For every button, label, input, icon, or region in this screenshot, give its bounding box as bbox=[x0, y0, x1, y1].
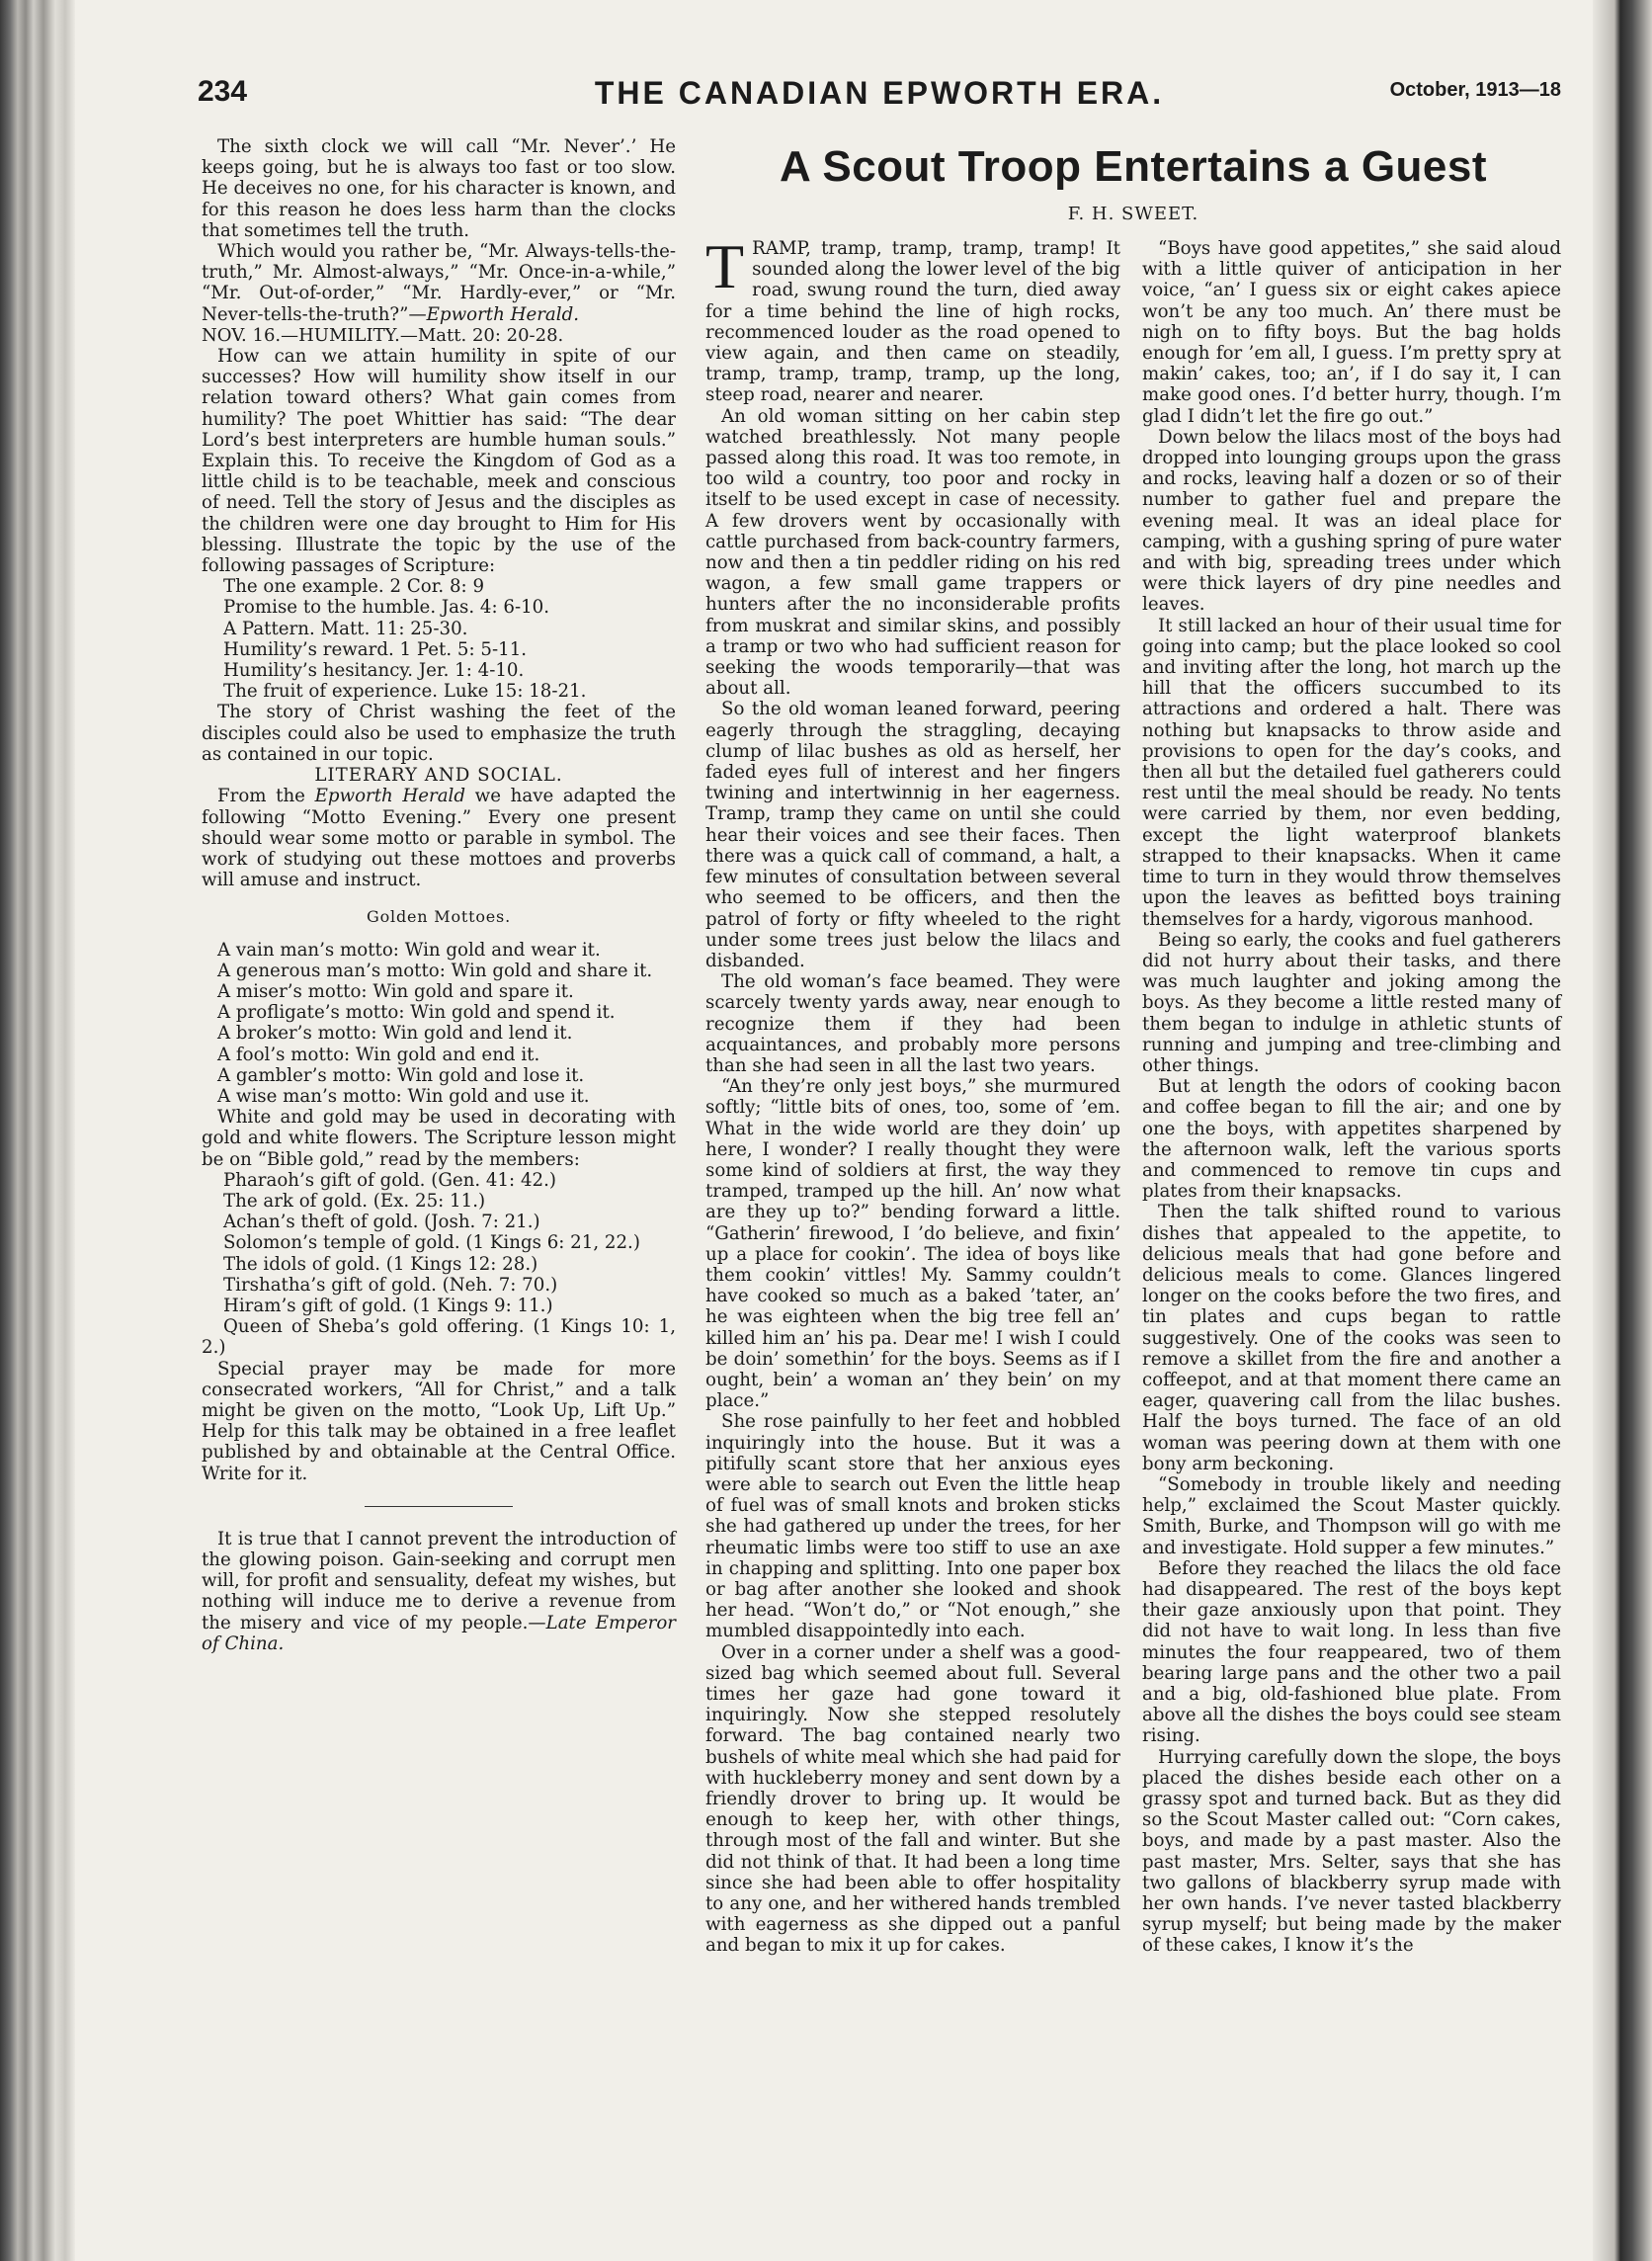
section-divider bbox=[365, 1506, 513, 1507]
article-paragraph: Then the talk shifted round to various dishes that appealed to the appetite, to delicious meals that had gone before and delicious meals to come. Glances lingered longer on the cooks before the two fires, and tin plates and cups began to rattle suggestively. One of the cooks was seen to remove a skillet from the fire and another a coffeepot, and at that moment there came an eager, quavering call from the lilac bushes. Half the boys turned. The face of an old woman was peering down at them with one bony arm beckoning. bbox=[1142, 1202, 1561, 1474]
rather-be-paragraph: Which would you rather be, “Mr. Always-tells-the-truth,” Mr. Almost-always,” “Mr. Once-in-a-while,” “Mr. Out-of-order,” “Mr. Hardly-ever,” or “Mr. Never-tells-the-truth?”—Epworth Herald. bbox=[202, 241, 676, 325]
motto-item: A profligate’s motto: Win gold and spend it. bbox=[217, 1002, 616, 1024]
bible-gold-item: The idols of gold. (1 Kings 12: 28.) bbox=[223, 1253, 538, 1275]
article-paragraph: “An they’re only jest boys,” she murmured softly; “little bits of ones, too, some of ’em. What in the wide world are they doin’ up here, I wonder? I really thought they were some kind of soldiers at first, the way they tramped, tramped up the hill. An’ now what are they up to?” bending forward a little. “Gatherin’ firewood, I ’do believe, and fixin’ up a place for cookin’. The idea of boys like them cookin’ vittles! My. Sammy couldn’t have cooked so much as a baked ’tater, an’ he was eighteen when the big tree fell an’ killed him an’ his pa. Dear me! I wish I could be doin’ somethin’ for the boys. Seems as if I ought, bein’ a woman an’ they bein’ on my place.” bbox=[705, 1076, 1120, 1412]
article-paragraph: Over in a corner under a shelf was a good-sized bag which seemed about full. Several times her gaze had gone toward it inquiringly. Now she stepped resolutely forward. The bag contained nearly two bushels of white meal which she had paid for with huckleberry money and sent down by a friendly drover to bring up. It would be enough to keep her, with other things, through most of the fall and winter. But she did not think of that. It had been a long time since she had been able to offer hospitality to any one, and her withered hands trembled with eagerness as she dipped out a panful and began to mix it up for cakes. bbox=[705, 1641, 1120, 1957]
bible-gold-item: Pharaoh’s gift of gold. (Gen. 41: 42.) bbox=[223, 1169, 556, 1191]
motto-item: A broker’s motto: Win gold and lend it. bbox=[217, 1023, 573, 1045]
article-column-1 bbox=[705, 231, 1120, 1957]
bible-gold-item: Achan’s theft of gold. (Josh. 7: 21.) bbox=[223, 1212, 540, 1233]
bible-gold-item: Solomon’s temple of gold. (1 Kings 6: 21, 22.) bbox=[223, 1232, 640, 1254]
article-paragraph: “Somebody in trouble likely and needing help,” exclaimed the Scout Master quickly. Smith, Burke, and Thompson will go with me and investigate. Hold supper a few minutes.” bbox=[1142, 1473, 1561, 1558]
article-title: A Scout Troop Entertains a Guest bbox=[779, 142, 1488, 191]
scripture-item: Humility’s hesitancy. Jer. 1: 4-10. bbox=[223, 660, 525, 682]
prayer-paragraph: Special prayer may be made for more consecrated workers, “All for Christ,” and a talk might be given on the motto, “Look Up, Lift Up.” Help for this talk may be obtained in a free leaflet published by and obtainable at the Central Office. Write for it. bbox=[202, 1358, 676, 1484]
nov16-heading: NOV. 16.—HUMILITY.—Matt. 20: 20-28. bbox=[202, 324, 564, 346]
left-column bbox=[202, 136, 676, 1654]
motto-item: A miser’s motto: Win gold and spare it. bbox=[217, 980, 574, 1002]
golden-mottoes-heading: Golden Mottoes. bbox=[367, 907, 511, 927]
epworth-herald-credit: Epworth Herald. bbox=[426, 303, 579, 325]
running-head bbox=[198, 75, 1561, 125]
book-binding bbox=[0, 0, 75, 2261]
motto-item: A generous man’s motto: Win gold and share it. bbox=[217, 960, 653, 981]
article-paragraph: “Boys have good appetites,” she said aloud with a little quiver of anticipation in her voice, “an’ I guess six or eight cakes apiece won’t be any too much. An’ there must be nigh on to fifty boys. But the bag holds enough for ’em all, I guess. I’m pretty spry at makin’ cakes, too; an’, if I do say it, I can make good ones. I’d better hurry, though. I’m glad I didn’t let the fire go out.” bbox=[1142, 238, 1561, 427]
next-page-edge bbox=[1593, 0, 1652, 2261]
article-paragraph: Hurrying carefully down the slope, the boys placed the dishes beside each other on a grassy spot and turned back. But as they did so the Scout Master called out: “Corn cakes, boys, and made by a past master. Also the past master, Mrs. Selter, says that she has two gallons of blackberry syrup made with her own hands. I’ve never tasted blackberry syrup myself; but being made by the maker of these cakes, I know it’s the bbox=[1142, 1746, 1561, 1957]
motto-item: A fool’s motto: Win gold and end it. bbox=[217, 1044, 540, 1065]
motto-item: A gambler’s motto: Win gold and lose it. bbox=[217, 1064, 585, 1086]
motto-item: A vain man’s motto: Win gold and wear it. bbox=[217, 939, 601, 961]
article-paragraph: She rose painfully to her feet and hobbled inquiringly into the house. But it was a pitifully scant store that her anxious eyes were able to search out Even the little heap of fuel was of small knots and broken sticks she had gathered up under the trees, for her rheumatic limbs were too stiff to use an axe in chapping and splitting. Into one paper box or bag after another she looked and shook her head. “Won’t do,” or “Not enough,” she mumbled disappointedly into each. bbox=[705, 1411, 1120, 1642]
article-paragraph: But at length the odors of cooking bacon and coffee began to fill the air; and one by one the boys, with appetites sharpened by the afternoon walk, left the various sports and commenced to remove tin cups and plates from their knapsacks. bbox=[1142, 1076, 1561, 1203]
scripture-item: The fruit of experience. Luke 15: 18-21. bbox=[223, 681, 587, 703]
emperor-quote: It is true that I cannot prevent the introduction of the glowing poison. Gain-seeking and corrupt men will, for profit and sensuality, defeat my wishes, but nothing will induce me to derive a revenue from the misery and vice of my people.—Late Emperor of China. bbox=[202, 1528, 677, 1654]
emperor-credit: Late Emperor of China. bbox=[202, 1612, 677, 1654]
article-paragraph: TRAMP, tramp, tramp, tramp, tramp! It sounded along the lower level of the big road, swung round the turn, died away for a time behind the line of high rocks, recommenced louder as the road opened to view again, and then came on steadily, tramp, tramp, tramp, tramp, up the long, steep road, nearer and nearer. bbox=[705, 231, 1120, 406]
journal-title: THE CANADIAN EPWORTH ERA. bbox=[594, 75, 1165, 111]
article-paragraph: Down below the lilacs most of the boys had dropped into lounging groups upon the grass and rocks, leaving half a dozen or so of their number to gather fuel and prepare the evening meal. It was an ideal place for camping, with a gushing spring of pure water and with big, spreading trees under which were thick layers of dry pine needles and leaves. bbox=[1142, 426, 1561, 616]
scanned-page bbox=[75, 0, 1593, 2261]
bible-gold-item: The ark of gold. (Ex. 25: 11.) bbox=[223, 1190, 486, 1212]
humility-paragraph: How can we attain humility in spite of our successes? How will humility show itself in our relation toward others? What gain comes from humility? The poet Whittier has said: “The dear Lord’s best interpreters are humble human souls.” Explain this. To receive the Kingdom of God as a little child is to be teachable, meek and conscious of need. Tell the story of Jesus and the disciples as the children were one day brought to Him for His blessing. Illustrate the topic by the use of the following passages of Scripture: bbox=[202, 346, 676, 577]
article-paragraph: An old woman sitting on her cabin step watched breathlessly. Not many people passed along this road. It was too remote, in too wild a country, too poor and rocky in itself to be used except in case of necessity. A few drovers went by occasionally with cattle purchased from back-country farmers, now and then a tin peddler riding on his red wagon, a few small game trappers or hunters after the no inconsiderable profits from muskrat and similar skins, and possibly a tramp or two who had sufficient reason for seeking the woods temporarily—that was about all. bbox=[705, 405, 1120, 700]
sixth-clock-paragraph: The sixth clock we will call “Mr. Never’.’ He keeps going, but he is always too fast or too slow. He deceives no one, for his character is known, and for this reason he does less harm than the clocks that sometimes tell the truth. bbox=[202, 136, 676, 241]
article-paragraph: Being so early, the cooks and fuel gatherers did not hurry about their tasks, and there was much laughter and joking among the boys. As they become a little rested many of them began to indulge in athletic stunts of running and jumping and tree-climbing and other things. bbox=[1142, 929, 1561, 1076]
page-number: 234 bbox=[198, 75, 248, 108]
bible-gold-item: Queen of Sheba’s gold offering. (1 Kings 10: 1, 2.) bbox=[202, 1316, 676, 1359]
motto-item: A wise man’s motto: Win gold and use it. bbox=[217, 1085, 590, 1107]
bible-gold-item: Hiram’s gift of gold. (1 Kings 9: 11.) bbox=[223, 1295, 553, 1316]
motto-evening-paragraph: From the Epworth Herald we have adapted the following “Motto Evening.” Every one present should wear some motto or parable in symbol. The work of studying out these mottoes and proverbs will amuse and instruct. bbox=[202, 786, 676, 891]
scripture-item: Promise to the humble. Jas. 4: 6-10. bbox=[223, 597, 550, 619]
article-paragraph: The old woman’s face beamed. They were scarcely twenty yards away, near enough to recognize them if they had been acquaintances, and probably more persons than she had seen in all the last two years. bbox=[705, 971, 1120, 1076]
drop-cap: T bbox=[705, 231, 745, 301]
literary-social-heading: LITERARY AND SOCIAL. bbox=[314, 765, 563, 787]
white-gold-paragraph: White and gold may be used in decorating with gold and white flowers. The Scripture lesson might be on “Bible gold,” read by the members: bbox=[202, 1107, 676, 1170]
scripture-item: The one example. 2 Cor. 8: 9 bbox=[223, 576, 485, 598]
washing-feet-paragraph: The story of Christ washing the feet of the disciples could also be used to emphasize the truth as contained in our topic. bbox=[202, 702, 676, 765]
article-paragraph: So the old woman leaned forward, peering eagerly through the straggling, decaying clump of lilac bushes as old as herself, her faded eyes full of interest and her fingers twining and intertwinnig in her eagerness. Tramp, tramp they came on until she could hear their voices and see their faces. Then there was a quick call of command, a halt, a few minutes of consultation between several who seemed to be officers, and then the patrol of forty or fifty wheeled to the right under some trees just below the lilacs and disbanded. bbox=[705, 699, 1120, 971]
scripture-item: Humility’s reward. 1 Pet. 5: 5-11. bbox=[223, 638, 528, 660]
article-column-2 bbox=[1142, 238, 1561, 1957]
bible-gold-item: Tirshatha’s gift of gold. (Neh. 7: 70.) bbox=[223, 1274, 558, 1296]
scripture-item: A Pattern. Matt. 11: 25-30. bbox=[223, 618, 468, 639]
article-paragraph: It still lacked an hour of their usual time for going into camp; but the place looked so cool and inviting after the long, hot march up the hill that the officers succumbed to its attractions and ordered a halt. There was nothing but knapsacks to throw aside and provisions to open for the day’s cooks, and then all but the detailed fuel gatherers could rest until the meal should be ready. No tents were carried by them, nor even bedding, except the light waterproof blankets strapped to their knapsacks. When it came time to turn in they would throw themselves upon the leaves as befitted boys training themselves for a hardy, vigorous manhood. bbox=[1142, 615, 1561, 930]
article-paragraph: Before they reached the lilacs the old face had disappeared. The rest of the boys kept their gaze anxiously upon that point. They did not have to wait long. In less than five minutes the four reappeared, two of them bearing large pans and the other two a pail and a big, old-fashioned blue plate. From above all the dishes the boys could see steam rising. bbox=[1142, 1557, 1561, 1747]
issue-date: October, 1913—18 bbox=[1389, 79, 1561, 101]
article-author: F. H. SWEET. bbox=[1067, 204, 1199, 224]
